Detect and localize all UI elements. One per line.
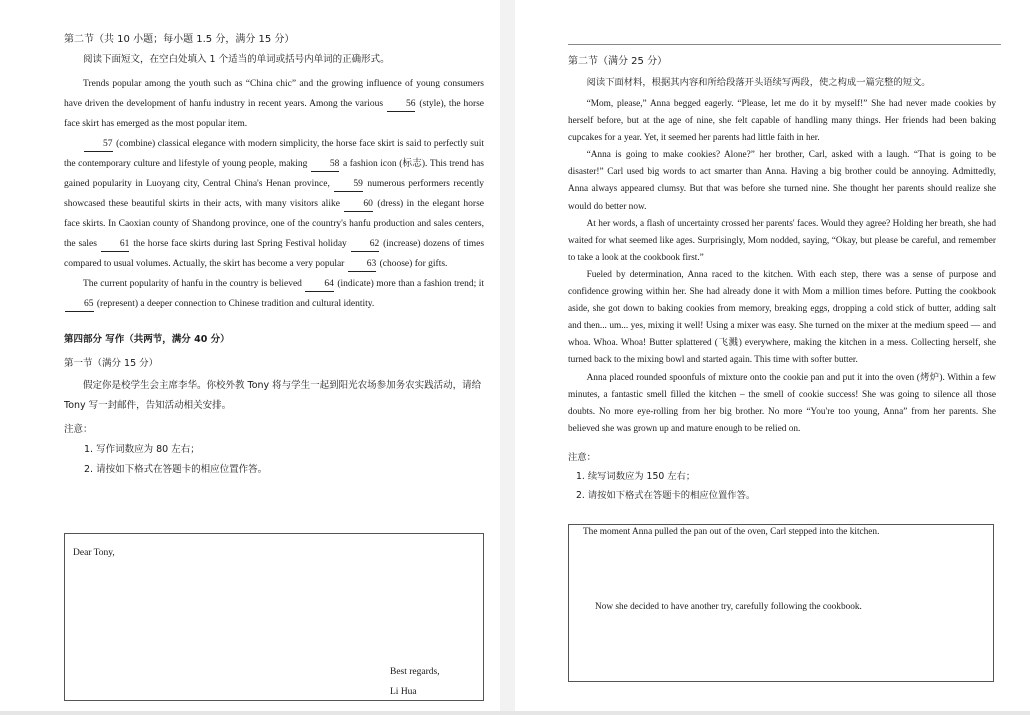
left-page-content [64,30,484,480]
blank-65[interactable]: 65 [65,298,94,312]
right-note-item-2: 2. 请按如下格式在答题卡的相应位置作答。 [576,489,756,501]
writing-section1-header: 第一节（满分 15 分） [64,358,159,369]
passage-paragraph-3: The current popularity of hanfu in the country is believed 64 (indicate) more than a fashion trend; it 65 (represent) a deeper connection to Chinese tradition and cultural identity. [64,274,484,314]
blank-63[interactable]: 63 [348,258,377,272]
letter-greeting: Dear Tony, [73,548,115,558]
story-paragraph-3: At her words, a flash of uncertainty crossed her parents' faces. Would they agree? Holding her breath, she had waited for what seemed like ages. Surprisingly, Mom nodded, saying, “Okay, but please be careful, and remember to take a look at the cookbook first.” [568,218,996,263]
blank-64[interactable]: 64 [305,278,334,292]
letter-signoff [390,662,440,702]
note-item-2: 2. 请按如下格式在答题卡的相应位置作答。 [84,464,268,475]
passage-paragraph-1: Trends popular among the youth such as “China chic” and the growing influence of young consumers have driven the development of hanfu industry in recent years. Among the various 56 (style), the horse face skirt has emerged as the most popular item. [64,79,485,129]
blank-58[interactable]: 58 [311,158,340,172]
continuation-answer-box[interactable] [568,524,994,682]
letter-signature: Li Hua [390,687,417,697]
right-notes-label: 注意： [568,451,596,463]
writing-task: 假定你是校学生会主席李华。你校外教 Tony 将与学生一起到阳光农场参加务农实践活动，请给 Tony 写一封邮件，告知活动相关安排。 [64,380,482,411]
continuation-section-header: 第二节（满分 25 分） [568,56,668,67]
story-paragraph-5: Anna placed rounded spoonfuls of mixture onto the cookie pan and put it into the oven (烤炉). Within a few minutes, a fantastic smell filled the kitchen – the smell of cookie success! She was going to silence all those doubts. No more eye-rolling from her big brother. No more “You're too young, Anna” from her parents. She believed she was grown up and mature enough to be relied on. [568,372,996,434]
grammar-section-header: 第二节（共 10 小题；每小题 1.5 分，满分 15 分） [64,34,295,45]
grammar-instruction: 阅读下面短文，在空白处填入 1 个适当的单词或括号内单词的正确形式。 [83,54,390,65]
story-paragraph-1: “Mom, please,” Anna begged eagerly. “Please, let me do it by myself!” She had never made cookies by herself before, but at the age of nine, she felt capable of handling many things. Her friends had been baking cupcakes for a year. Yet, it seemed her parents had little faith in her. [568,99,996,144]
writing-part-title: 第四部分 写作（共两节，满分 40 分） [64,334,230,345]
letter-closing: Best regards, [390,667,440,677]
blank-60[interactable]: 60 [344,198,373,212]
continuation-instruction: 阅读下面材料，根据其内容和所给段落开头语续写两段，使之构成一篇完整的短文。 [586,77,931,88]
story-paragraph-4: Fueled by determination, Anna raced to the kitchen. With each step, there was a sense of purpose and confidence growing within her. She had already done it with Mom a million times before. Putting the cookbook aside, she got down to baking cookies from memory, breaking eggs, dropping a cold stick of butter, adding salt and then... um... yes, mixing it well! Using a mixer was easy. She turned on the mixer at the medium speed — and whoa. Whoa. Whoa! Butter splattered (飞溅) everywhere, making the kitchen in a mess. Collecting herself, she turned back to the mixing bowl and started again. This time with softer butter. [568,269,996,366]
blank-62[interactable]: 62 [351,238,380,252]
note-item-1: 1. 写作词数应为 80 左右； [84,444,200,455]
right-note-item-1: 1. 续写词数应为 150 左右； [576,470,696,482]
blank-56[interactable]: 56 [387,98,416,112]
blank-61[interactable]: 61 [101,238,130,252]
letter-answer-box[interactable] [64,533,484,701]
paragraph-opener-2: Now she decided to have another try, carefully following the cookbook. [595,602,862,612]
bottom-edge [0,711,1030,715]
blank-57[interactable]: 57 [84,138,113,152]
right-page-content [568,52,996,505]
paragraph-opener-1: The moment Anna pulled the pan out of the oven, Carl stepped into the kitchen. [583,527,880,537]
header-rule [568,44,1001,45]
page-gutter [500,0,515,715]
notes-label: 注意： [64,424,93,435]
story-paragraph-2: “Anna is going to make cookies? Alone?” her brother, Carl, asked with a laugh. “That is going to be disaster!” Carl used big words to act smarter than Anna. Having a big brother could be annoying. Admittedly, Anna always appeared clumsy. But that was before she turned nine. She thought her parents should realize she would do better now. [568,150,996,212]
passage-paragraph-2: 57 (combine) classical elegance with modern simplicity, the horse face skirt is said to perfectly suit the contemporary culture and lifestyle of young people, making 58 a fashion icon (标志). This trend has gained popularity in Luoyang city, Central China's Henan province, 59 numerous performers recently showcased these beautiful skirts in their acts, with many visitors alike 60 (dress) in the elegant horse face skirts. In Caoxian county of Shandong province, one of the country's hanfu production and sales centers, the sales 61 the horse face skirts during last Spring Festival holiday 62 (increase) dozens of times compared to usual volumes. Actually, the skirt has become a very popular 63 (choose) for gifts. [64,134,484,274]
blank-59[interactable]: 59 [334,178,363,192]
